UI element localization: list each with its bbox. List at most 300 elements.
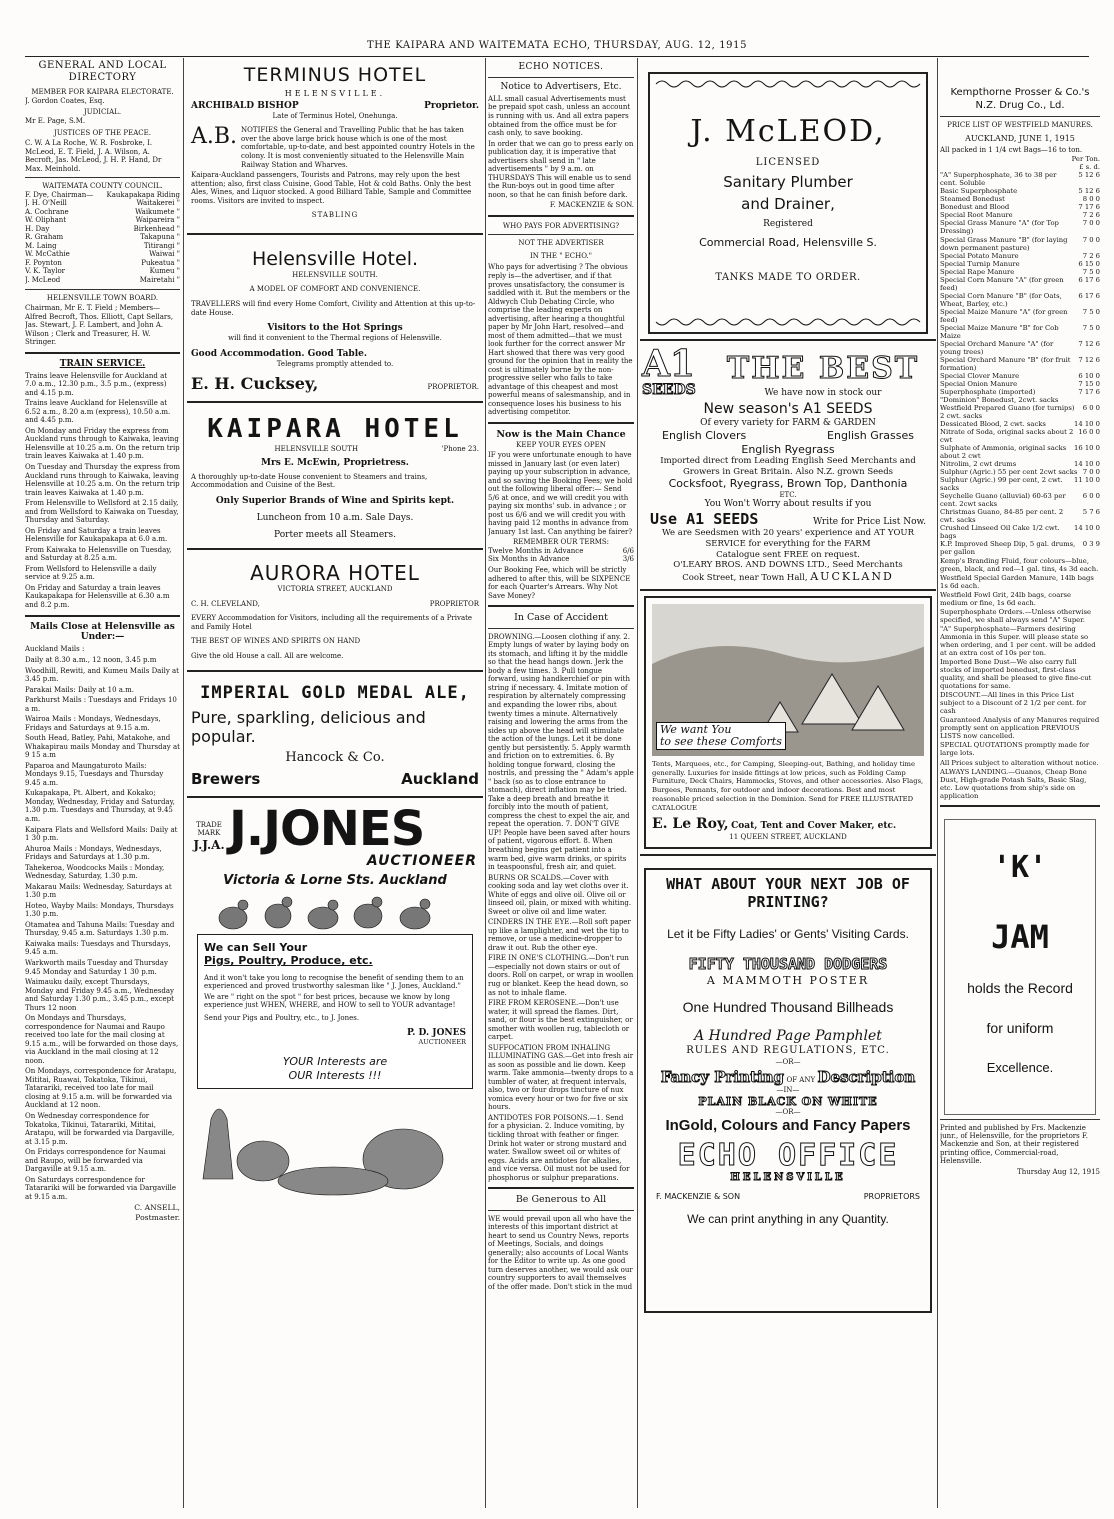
mcleod-address: Commercial Road, Helensville S.: [699, 236, 877, 250]
accident-heading: In Case of Accident: [514, 612, 608, 624]
echo-printing-ad: [644, 868, 932, 1313]
mail-entry: Tahekeroa, Woodcocks Mails : Monday, Wednesday, Saturday, 1.30 p.m.: [25, 863, 165, 881]
price-value: 7 12 6: [1078, 339, 1100, 348]
aurora-title: AURORA HOTEL: [250, 560, 420, 585]
poultry-illustration: [193, 892, 475, 932]
terminus-body2: Kaipara-Auckland passengers, Tourists and Patrons, may rely upon the best attention; also, first class Cuisine, Good Table, Hot & cold Baths. Only the best Ales, Wines, and Liquor stocked. A good Billiard Table, Sample and Committee rooms. Visitors are invited to inspect.: [191, 171, 472, 205]
divider: [940, 1119, 1100, 1120]
masthead-rule: [25, 56, 1089, 57]
mail-entry: Parkhurst Mails : Tuesdays and Fridays 10 a m.: [25, 696, 177, 713]
council-member: W. McCathie: [25, 250, 70, 259]
keep-eyes-open: KEEP YOUR EYES OPEN: [516, 440, 606, 449]
jones-body: And it won't take you long to recognise the benefit of sending them to an experienced and proved trustworthy salesman like " J. Jones, Auckland.": [204, 973, 464, 991]
train-entry: Trains leave Helensville for Auckland at 7.0 a.m., 12.30 p.m., 3.5 p.m., (express) and 4.15 p.m.: [25, 371, 168, 397]
price-value: 6 15 0: [1078, 259, 1100, 268]
printing-description: Description: [817, 1068, 916, 1087]
train-entry: On Monday and Friday the express from Auckland runs through to Kaiwaka, leaving Helensville at 10.25 a.m. On the return trip train leaves Kaiwaka at 1.40 p.m.: [25, 426, 180, 461]
k-jam-ad: [944, 819, 1096, 1115]
price-item: Special Root Manure: [940, 211, 1013, 220]
mail-entry: Warkworth mails Tuesday and Thursday 9.45 Monday and Saturday 1 30 p.m.: [25, 958, 168, 976]
seeds-imported: Imported direct from Leading English Seed Merchants and Growers in Great Britain. Also N.Z. grown Seeds: [660, 455, 916, 477]
column-display-ads: [640, 58, 936, 1508]
le-roy-name: E. Le Roy,: [652, 815, 729, 832]
price-row: [940, 195, 1100, 203]
seeds-best: THE BEST: [726, 351, 920, 387]
price-row: [940, 524, 1100, 540]
helensville-town: HELENSVILLE SOUTH.: [292, 270, 378, 279]
jones-trademark: TRADE MARK: [196, 820, 222, 838]
divider: [488, 215, 634, 217]
price-item: Dessicated Blood, 2 cwt. sacks: [940, 419, 1046, 428]
council-riding: Kumeu ": [149, 267, 180, 276]
council-row: [25, 250, 180, 259]
price-list-units: £ s. d.: [1079, 163, 1100, 172]
helensville-visitors-text: will find it convenient to the Thermal regions of Helensville.: [228, 334, 442, 342]
price-item: Basic Superphosphate: [940, 187, 1018, 196]
seeds-stock: We have now in stock our: [764, 388, 882, 399]
seeds-header: [642, 343, 934, 399]
accident-burns: BURNS OR SCALDS.—Cover with cooking soda and lay wet cloths over it. White of eggs and olive oil. Olive oil or linseed oil, plain, or mixed with whiting. Sweet or olive oil and lime water.: [488, 873, 632, 916]
jam-holds: holds the Record: [967, 979, 1073, 996]
le-roy-name-line: [652, 816, 924, 833]
notice-signature: F. MACKENZIE & SON.: [549, 201, 634, 210]
price-row: [940, 324, 1100, 340]
jones-body2: We are " right on the spot " for best prices, because we know by long experience just WHEN, WHERE, and HOW to sell to YOUR advantage!: [204, 992, 456, 1010]
jones-header: [193, 800, 477, 857]
not-advertiser-heading: NOT THE ADVERTISER: [518, 239, 604, 248]
newspaper-page: [25, 58, 1100, 1508]
price-value: 16 0 0: [1078, 427, 1100, 436]
price-note: Guaranteed Analysis of any Manures required promptly sent on application PREVIOUS LISTS now cancelled.: [940, 716, 1100, 741]
price-note: Westfield Fowl Grit, 24lb bags, coarse medium or fine, 1s 6d each.: [940, 591, 1072, 608]
printing-town: HELENSVILLE: [730, 1172, 846, 1184]
jam-uniform: for uniform: [986, 1019, 1054, 1036]
postmaster-name: C. ANSELL,: [134, 1203, 180, 1213]
train-entry: On Friday and Saturday a train leaves Kaukapakapa for Helensville at 6.30 a.m and 8.2 p.m.: [25, 583, 170, 609]
newspaper-masthead-title: THE KAIPARA AND WAITEMATA ECHO, THURSDAY, AUG. 12, 1915: [366, 40, 748, 51]
council-member: A. Cochrane: [25, 207, 69, 216]
council-riding: Titirangi ": [143, 241, 180, 250]
terms-label: Six Months in Advance: [488, 555, 570, 564]
aurora-owner-line: [191, 600, 479, 609]
mail-entry: Paparoa and Maungaturoto Mails: Mondays 9.15, Tuesdays and Thursday 9.45 a.m.: [25, 761, 164, 787]
price-item: Westfield Prepared Guano (for turnips) 2 cwt. sacks: [940, 403, 1075, 420]
aurora-body: EVERY Accommodation for Visitors, including all the requirements of a Private and Family Hotel: [191, 614, 473, 631]
imperial-maker: Hancock & Co.: [285, 750, 385, 766]
price-row: [940, 203, 1100, 211]
train-entry: On Friday and Saturday a train leaves Helensville for Kaukapakapa at 6.0 a.m.: [25, 526, 168, 544]
judicial-name: Mr E. Page, S.M.: [25, 116, 86, 125]
jones-signer-title: AUCTIONEER: [418, 1038, 466, 1047]
seeds-worry: You Won't Worry about results if you: [704, 499, 872, 510]
jones-notice-box: [197, 934, 473, 1089]
council-riding: Takapuna ": [140, 233, 180, 242]
seeds-seedsmen: We are Seedsmen with 20 years' experience and AT YOUR SERVICE for everything for the FARM: [661, 528, 914, 550]
terms-heading: REMEMBER OUR TERMS:: [512, 538, 610, 547]
price-note: Imported Bone Dust—We also carry full stocks of imported bonedust, first-class quality, and shall be pleased to give fine-cut quotations for same.: [940, 658, 1092, 691]
seeds-clovers-grasses: [642, 429, 934, 442]
price-value: 7 5 0: [1082, 267, 1100, 276]
seeds-write: Write for Price List Now.: [813, 517, 926, 528]
price-value: 5 12 6: [1078, 187, 1100, 196]
accident-antidotes: ANTIDOTES FOR POISONS.—1. Send for a physician. 2. Induce vomiting, by tickling throat with feather or finger. Drink hot water or strong mustard and water. Swallow sweet oil or whites of eggs. Acids are antidotes for alkalies, and vice versa. Oil must not be used for phosphorus or sulphur preparations.: [488, 1113, 630, 1182]
price-row: [940, 187, 1100, 195]
mail-entry: On Wednesday correspondence for Tokatoka, Tikinui, Tatarariki, Mititai, Aratapu, will be forwarded via Dargaville, at 3.15 p.m.: [25, 1112, 175, 1146]
column-directory: [25, 58, 180, 1508]
jones-signer: P. D. JONES: [407, 1028, 466, 1039]
council-member: V. K. Taylor: [25, 267, 66, 276]
council-member: F. Poynton: [25, 258, 62, 267]
price-value: 5 7 6: [1082, 508, 1100, 517]
jones-interests-2: OUR Interests !!!: [288, 1068, 382, 1082]
council-row: [25, 216, 180, 225]
jam-word: JAM: [991, 917, 1049, 956]
terminus-proprietor-label: Proprietor.: [424, 100, 479, 111]
le-roy-address: QUEEN STREET, AUCKLAND: [740, 832, 847, 841]
mail-entry: On Saturdays correspondence for Tatarariki will be forwarded via Dargaville at 9.15 a.m.: [25, 1175, 177, 1201]
council-member: W. Oliphant: [25, 216, 67, 225]
price-note: SPECIAL QUOTATIONS promptly made for large lots.: [940, 741, 1090, 758]
le-roy-banner-2: to see these Comforts: [660, 734, 782, 748]
helensville-visitors: Visitors to the Hot Springs: [267, 323, 403, 334]
terms-body: Our Booking Fee, which will be strictly adhered to after this, will be SIXPENCE for each Quarter's Arrears. Why Not Save Money?: [488, 566, 631, 600]
divider: [488, 1187, 634, 1189]
price-row: [940, 460, 1100, 468]
mcleod-name: J. McLEOD,: [690, 114, 886, 149]
kaipara-town: HELENSVILLE SOUTH: [274, 445, 359, 454]
main-chance-heading: Now is the Main Chance: [496, 429, 626, 440]
terms-row: [488, 547, 634, 556]
price-note: Westfield Special Garden Manure, 14lb bags 1s 6d each.: [940, 574, 1094, 591]
mail-entry: Otamatea and Tahuna Mails: Tuesday and Thursday, 9.45 a.m. Saturdays 1.30 p.m.: [25, 920, 175, 938]
helensville-title: Helensville Hotel.: [251, 247, 419, 270]
price-item: Special Grass Manure "B" (for laying down permanent pasture): [940, 235, 1068, 252]
price-item: Nitrate of Soda, original sacks about 2 cwt: [940, 427, 1074, 444]
member-heading: MEMBER FOR KAIPARA ELECTORATE.: [31, 88, 174, 97]
kaipara-brands: Only Superior Brands of Wine and Spirits kept.: [215, 495, 455, 506]
council-riding: Waitakerei ": [136, 199, 180, 208]
imperial-footer: [191, 770, 479, 788]
price-note: ALWAYS LANDING.—Guanos, Cheap Bone Dust, High-grade Potash Salts, Basic Slag, etc. Low quotations from ship's side on application: [940, 767, 1087, 800]
mail-entry: On Mondays and Thursdays, correspondence for Naumai and Raupo received too late for the mail closing at 9.15 a.m., will be forwarded on those days, via Auckland in the mail closing at 12 noon.: [25, 1014, 179, 1065]
column-divider: [937, 58, 938, 1508]
council-row: [25, 259, 180, 268]
helensville-owner-line: [191, 374, 479, 394]
seeds-address: Cook Street, near Town Hall,: [682, 573, 808, 584]
price-item: Steamed Bonedust: [940, 195, 1005, 204]
aurora-owner-label: PROPRIETOR: [429, 599, 479, 608]
helensville-hotel-ad: [187, 240, 483, 396]
train-service-list: [25, 372, 180, 610]
price-value: 7 5 0: [1082, 307, 1100, 316]
price-note: Superphosphate Orders.—Unless otherwise specified, we shall always send "A" Super.: [940, 608, 1091, 625]
price-item: Nitrolim, 2 cwt drums: [940, 459, 1017, 468]
aurora-give: Give the old House a call. All are welcome.: [191, 651, 344, 660]
printing-fancy: Fancy Printing: [660, 1068, 785, 1087]
price-item: Crushed Linseed Oil Cake 1/2 cwt. bags: [940, 524, 1060, 541]
price-value: 7 2 6: [1082, 251, 1100, 260]
imperial-tagline: Pure, sparkling, delicious and popular.: [191, 708, 426, 747]
terms-row: [488, 555, 634, 564]
price-note: DISCOUNT.—All lines in this Price List subject to a Discount of 2 1/2 per cent. for cash: [940, 691, 1087, 716]
price-row: [940, 211, 1100, 219]
price-row: [940, 404, 1100, 420]
a1-seeds-ad: [640, 343, 936, 584]
printing-gold: InGold, Colours and Fancy Papers: [665, 1116, 911, 1134]
price-value: 7 15 0: [1078, 379, 1100, 388]
aurora-best: THE BEST OF WINES AND SPIRITS ON HAND: [191, 637, 361, 646]
price-value: 6 17 6: [1078, 275, 1100, 284]
price-note: Kemp's Branding Fluid, four colours—blue, green, black, and red—1 gal. tins, 4s 3d each.: [940, 557, 1099, 574]
mcleod-plumber-ad: [648, 72, 928, 334]
divider: [940, 805, 1100, 807]
council-row: [25, 208, 180, 217]
jones-trademark-block: [193, 821, 225, 853]
imperial-title: IMPERIAL GOLD MEDAL ALE,: [200, 683, 470, 704]
mail-entry: Auckland Mails :: [25, 645, 85, 654]
a1-seeds-word: SEEDS: [642, 382, 696, 398]
price-row: [940, 420, 1100, 428]
echo-notices-heading: ECHO NOTICES.: [518, 62, 604, 72]
terminus-initials: A.B.: [191, 124, 238, 150]
price-item: Special Maize Manure "B" for Cob Maize: [940, 323, 1059, 340]
train-entry: On Tuesday and Thursday the express from Auckland runs through to Kaiwaka, leaving Helensville at 10.25 a.m. On the return trip train leaves Kaiwaka at 1.40 p.m.: [25, 463, 180, 497]
divider: [940, 116, 1100, 117]
council-row: [25, 199, 180, 208]
price-row: [940, 171, 1100, 187]
price-row: [940, 372, 1100, 380]
terminus-proprietor-line: [191, 101, 479, 112]
spacer: [940, 58, 1100, 86]
price-item: Sulphur (Agric.) 55 per cent 2cwt sacks: [940, 467, 1078, 476]
generous-body: WE would prevail upon all who have the interests of this important district at heart to send us Country News, reports of Meetings, Socials, and doings generally; also accounts of Local Wants for the Editor to write up. As one good turn deserves another, we would ask our country supporters to avail themselves of the offer made. Don't stick in the mud: [488, 1214, 633, 1292]
le-roy-address-line: [652, 833, 924, 842]
accident-fire-clothing: FIRE IN ONE'S CLOTHING.—Don't run—especially not down stairs or out of doors. Roll on carpet, or wrap in woollen rug or blanket. Keep the head down, so as not to inhale flame.: [488, 954, 634, 997]
kaipara-hotel-ad: [187, 408, 483, 543]
price-item: Special Corn Manure "A" (for green feed): [940, 275, 1064, 292]
mail-entry: Kukapakapa, Pt. Albert, and Kokako; Monday, Wednesday, Friday and Saturday, 1.30 p.m. Tuesdays and Thursday, at 9.45 a.m.: [25, 789, 175, 823]
jones-send: Send your Pigs and Poultry, etc., to J. Jones.: [204, 1013, 360, 1022]
mcleod-trade-2: and Drainer,: [741, 195, 835, 214]
price-row: [940, 428, 1100, 444]
seeds-etc: ETC.: [779, 490, 797, 499]
kaipara-body: A thoroughly up-to-date House convenient to Steamers and trains, Accommodation and Cuisine of the Best.: [191, 472, 428, 490]
terminus-hotel-ad: [187, 58, 483, 228]
jones-initials: J.J.A.: [193, 837, 225, 852]
printing-quantity: We can print anything in any Quantity.: [687, 1212, 889, 1227]
council-heading: WAITEMATA COUNTY COUNCIL.: [42, 182, 163, 191]
price-note: "A" Superphosphate—Farmers desiring Ammonia in this Super. will please state so when ordering, and 1 per cent. will be added at an extra cost of 10s per ton.: [940, 625, 1096, 658]
price-value: 7 17 6: [1078, 203, 1100, 212]
price-item: Special Onion Manure: [940, 379, 1018, 388]
price-row: [940, 292, 1100, 308]
price-value: 0 3 9: [1082, 540, 1100, 549]
council-list: [25, 191, 180, 285]
price-row: [940, 276, 1100, 292]
printing-in: —IN—: [776, 1086, 800, 1095]
jones-auctioneer: AUCTIONEER: [366, 852, 477, 869]
price-value: 8 0 0: [1082, 195, 1100, 204]
mcleod-licensed: LICENSED: [755, 156, 821, 168]
price-value: 7 12 6: [1078, 355, 1100, 364]
price-list-packed: All packed in 1 1/4 cwt Bags—16 to ton.: [940, 146, 1083, 155]
price-item: Special Corn Manure "B" (for Oats, Wheat, Barley, etc.): [940, 291, 1062, 308]
publisher-imprint: Printed and published by Frs. Mackenzie junr., of Helensville, for the proprietors F. Mackenzie and Son, at their registered printing office, Commercial-road, Helensville.: [940, 1123, 1088, 1166]
divider: [187, 796, 483, 798]
notice-advertisers-body2: In order that we can go to press early on publication day, it is imperative that advertisers shall send in " late advertisements " by 9 a.m. on THURSDAYS This will enable us to send the Run-boys out in good time after noon, so that he can finish before dark.: [488, 139, 634, 199]
price-value: 5 12 6: [1078, 171, 1100, 180]
price-list-per-ton: Per Ton.: [1071, 154, 1100, 163]
price-value: 14 10 0: [1074, 459, 1100, 468]
seeds-city: AUCKLAND: [810, 570, 894, 584]
council-row: [25, 242, 180, 251]
helensville-owner: E. H. Cucksey,: [191, 374, 319, 394]
farm-animals-illustration: [193, 1089, 475, 1199]
jones-auctioneer-ad: [187, 800, 483, 1204]
divider: [25, 352, 180, 354]
judicial-heading: JUDICIAL.: [83, 108, 122, 117]
mail-entry: South Head, Batley, Pahi, Matakohe, and Whakapirau mails Monday and Thursday at 9 15 a.m: [25, 734, 180, 760]
printing-or-1: —OR—: [775, 1057, 801, 1066]
mail-entry: Woodhill, Rewiti, and Kumeu Mails Daily at 3.45 p.m.: [25, 666, 179, 684]
price-row: [940, 252, 1100, 260]
price-value: 16 10 0: [1074, 443, 1100, 452]
printing-owner-label: PROPRIETORS: [863, 1192, 920, 1202]
price-value: 7 2 6: [1082, 211, 1100, 220]
price-item: "A" Superphosphate, 36 to 38 per cent. Soluble: [940, 171, 1057, 188]
mail-entry: Hoteo, Wayby Mails: Mondays, Thursdays 1.30 p.m.: [25, 901, 174, 919]
price-value: 6 0 0: [1082, 492, 1100, 500]
price-row: [940, 308, 1100, 324]
notice-advertisers-heading: Notice to Advertisers, Etc.: [500, 81, 622, 92]
seeds-line: Cocksfoot, Ryegrass, Brown Top, Danthonia: [668, 477, 908, 491]
divider: [187, 670, 483, 672]
terms-price: 3/6: [622, 555, 634, 564]
price-row: [940, 388, 1100, 404]
mail-entry: Waimauku daily, except Thursdays, Monday and Friday 9.45 a.m., Wednesday and Saturday 1.30 p.m., 3.45 p.m., except Thurs 12 noon: [25, 978, 175, 1012]
jam-excellence: Excellence.: [986, 1059, 1054, 1075]
price-row: [940, 268, 1100, 276]
council-row: [25, 276, 180, 285]
helensville-owner-label: PROPRIETOR.: [427, 383, 479, 392]
council-row: [25, 225, 180, 234]
directory-heading: GENERAL AND LOCAL DIRECTORY: [38, 60, 167, 84]
price-item: Special Clover Manure: [940, 371, 1020, 380]
divider: [640, 854, 936, 856]
helensville-good: Good Accommodation. Good Table.: [191, 348, 367, 359]
manure-price-table: [940, 171, 1100, 556]
jones-name: J.JONES: [229, 800, 425, 857]
council-row: [25, 191, 180, 200]
divider: [488, 77, 634, 78]
accident-cinders: CINDERS IN THE EYE.—Roll soft paper up like a lamplighter, and wet the tip to remove, or use a medicine-dropper to draw it out. Rub the other eye.: [488, 918, 631, 952]
seeds-catalogue: Catalogue sent FREE on request.: [716, 549, 860, 560]
divider: [187, 401, 483, 403]
council-row: [25, 267, 180, 276]
a1-mark: A1: [642, 343, 695, 385]
helensville-tagline: A MODEL OF COMFORT AND CONVENIENCE.: [249, 285, 421, 294]
price-row: [940, 380, 1100, 388]
le-roy-body: Tents, Marquees, etc., for Camping, Sleeping-out, Bathing, and holiday time generally. Luxuries for inside fittings at low prices, such as Folding Camp Furniture, Deck Chairs, Hammocks, Stoves, and other accessories. Also Flags, Burgees, Pennants, for outdoor and indoor decorations. Best and most reasonable priced selection in the Dominion. Send for FREE ILLUSTRATED CATALOGUE: [652, 759, 924, 812]
price-item: Special Turnip Manure: [940, 259, 1020, 268]
terminus-town: HELENSVILLE.: [284, 89, 386, 99]
accident-gas: SUFFOCATION FROM INHALING ILLUMINATING GAS.—Get into fresh air as soon as possible and lie down. Keep warm. Take ammonia—twenty drops to a tumbler of water, at frequent intervals, also, two or four drops tincture of nux vomica every hour or two for five or six hours.: [488, 1043, 634, 1112]
printing-poster: A MAMMOTH POSTER: [706, 973, 870, 987]
train-entry: From Helensville to Wellsford at 2.15 daily, and from Wellsford to Kaiwaka on Tuesday, Thursday and Saturday.: [25, 499, 179, 525]
kaipara-phone: 'Phone 23.: [441, 445, 479, 454]
column-hotels: [187, 58, 483, 1508]
price-item: Bonedust and Blood: [940, 203, 1010, 212]
price-value: 7 0 0: [1082, 235, 1100, 244]
council-member: J. McLeod: [25, 276, 61, 284]
kaipara-town-line: [191, 445, 479, 454]
council-riding: Waikumete ": [135, 207, 180, 216]
price-value: 14 10 0: [1074, 524, 1100, 533]
terms-label: Twelve Months in Advance: [488, 546, 584, 555]
price-value: 6 17 6: [1078, 291, 1100, 300]
generous-heading: Be Generous to All: [515, 1194, 607, 1206]
price-item: Sulphate of Ammonia, original sacks about 2 cwt: [940, 443, 1067, 460]
price-item: Special Maize Manure "A" (for green feed): [940, 307, 1068, 324]
seeds-variety: Of every variety for FARM & GARDEN: [700, 418, 876, 429]
column-divider: [183, 58, 184, 1508]
masthead: [0, 0, 1114, 58]
mcleod-registered: Registered: [763, 219, 813, 230]
kaipara-porter: Porter meets all Steamers.: [274, 529, 396, 540]
train-entry: From Wellsford to Helensville a daily service at 9.25 a.m.: [25, 564, 157, 582]
price-row: [940, 236, 1100, 252]
price-row: [940, 508, 1100, 524]
seeds-use: Use A1 SEEDS: [650, 510, 759, 529]
price-row: [940, 492, 1100, 508]
terminus-footer: STABLING: [311, 211, 359, 220]
price-row: [940, 356, 1100, 372]
price-value: 6 10 0: [1078, 371, 1100, 380]
train-service-heading: TRAIN SERVICE.: [59, 358, 146, 369]
printing-dodgers: FIFTY THOUSAND DODGERS: [688, 955, 888, 974]
seeds-ryegrass: English Ryegrass: [741, 442, 835, 456]
column-divider: [485, 58, 486, 1508]
price-item: Sulphur (Agric.) 99 per cent, 2 cwt. sacks: [940, 475, 1063, 492]
divider: [488, 628, 634, 629]
helensville-telegrams: Telegrams promptly attended to.: [276, 359, 394, 368]
mail-entry: On Fridays correspondence for Naumai and Raupo, will be forwarded via Dargaville at 9.15 a.m.: [25, 1148, 166, 1174]
printing-rules: RULES AND REGULATIONS, ETC.: [686, 1045, 890, 1057]
town-board-text: Chairman, Mr E. T. Field ; Members—Alfred Becroft, Thos. Elliott, Capt Sellars, Jas. Stewart, J. F. Lambert, and John A. Wilson ; Clerk and Treasurer, H. W. Stringer.: [25, 304, 174, 347]
aurora-hotel-ad: [187, 555, 483, 663]
column-price-list: [940, 58, 1100, 1508]
imperial-city: Auckland: [401, 770, 479, 789]
seeds-address-line: [642, 570, 934, 583]
aurora-owner: C. H. CLEVELAND,: [191, 599, 260, 608]
terminus-title: TERMINUS HOTEL: [243, 64, 427, 86]
price-row: [940, 444, 1100, 460]
train-entry: Trains leave Auckland for Helensville at 6.52 a.m., 8.20 a.m (express), 10.50 a.m. and 4.45 p.m.: [25, 399, 171, 425]
divider: [488, 422, 634, 424]
price-list-date: AUCKLAND, JUNE 1, 1915: [965, 133, 1075, 143]
publisher-imprint-date: Thursday Aug 12, 1915: [1017, 1167, 1100, 1176]
seeds-use-line: [642, 510, 934, 528]
price-item: K.P. Improved Sheep Dip, 5 gal. drums, per gallon: [940, 540, 1076, 557]
column-divider: [637, 58, 638, 1508]
price-item: Special Orchard Manure "A" (for young trees): [940, 339, 1054, 356]
council-member: H. Day: [25, 224, 50, 233]
price-item: Superphosphate (imported) "Dominion" Bonedust, 2cwt. sacks: [940, 387, 1059, 404]
le-roy-banner: [656, 722, 786, 750]
price-row: [940, 219, 1100, 235]
council-member: M. Laing: [25, 241, 57, 250]
mail-entry: Makarau Mails: Wednesday, Saturdays at 1.30 p.m: [25, 882, 172, 900]
